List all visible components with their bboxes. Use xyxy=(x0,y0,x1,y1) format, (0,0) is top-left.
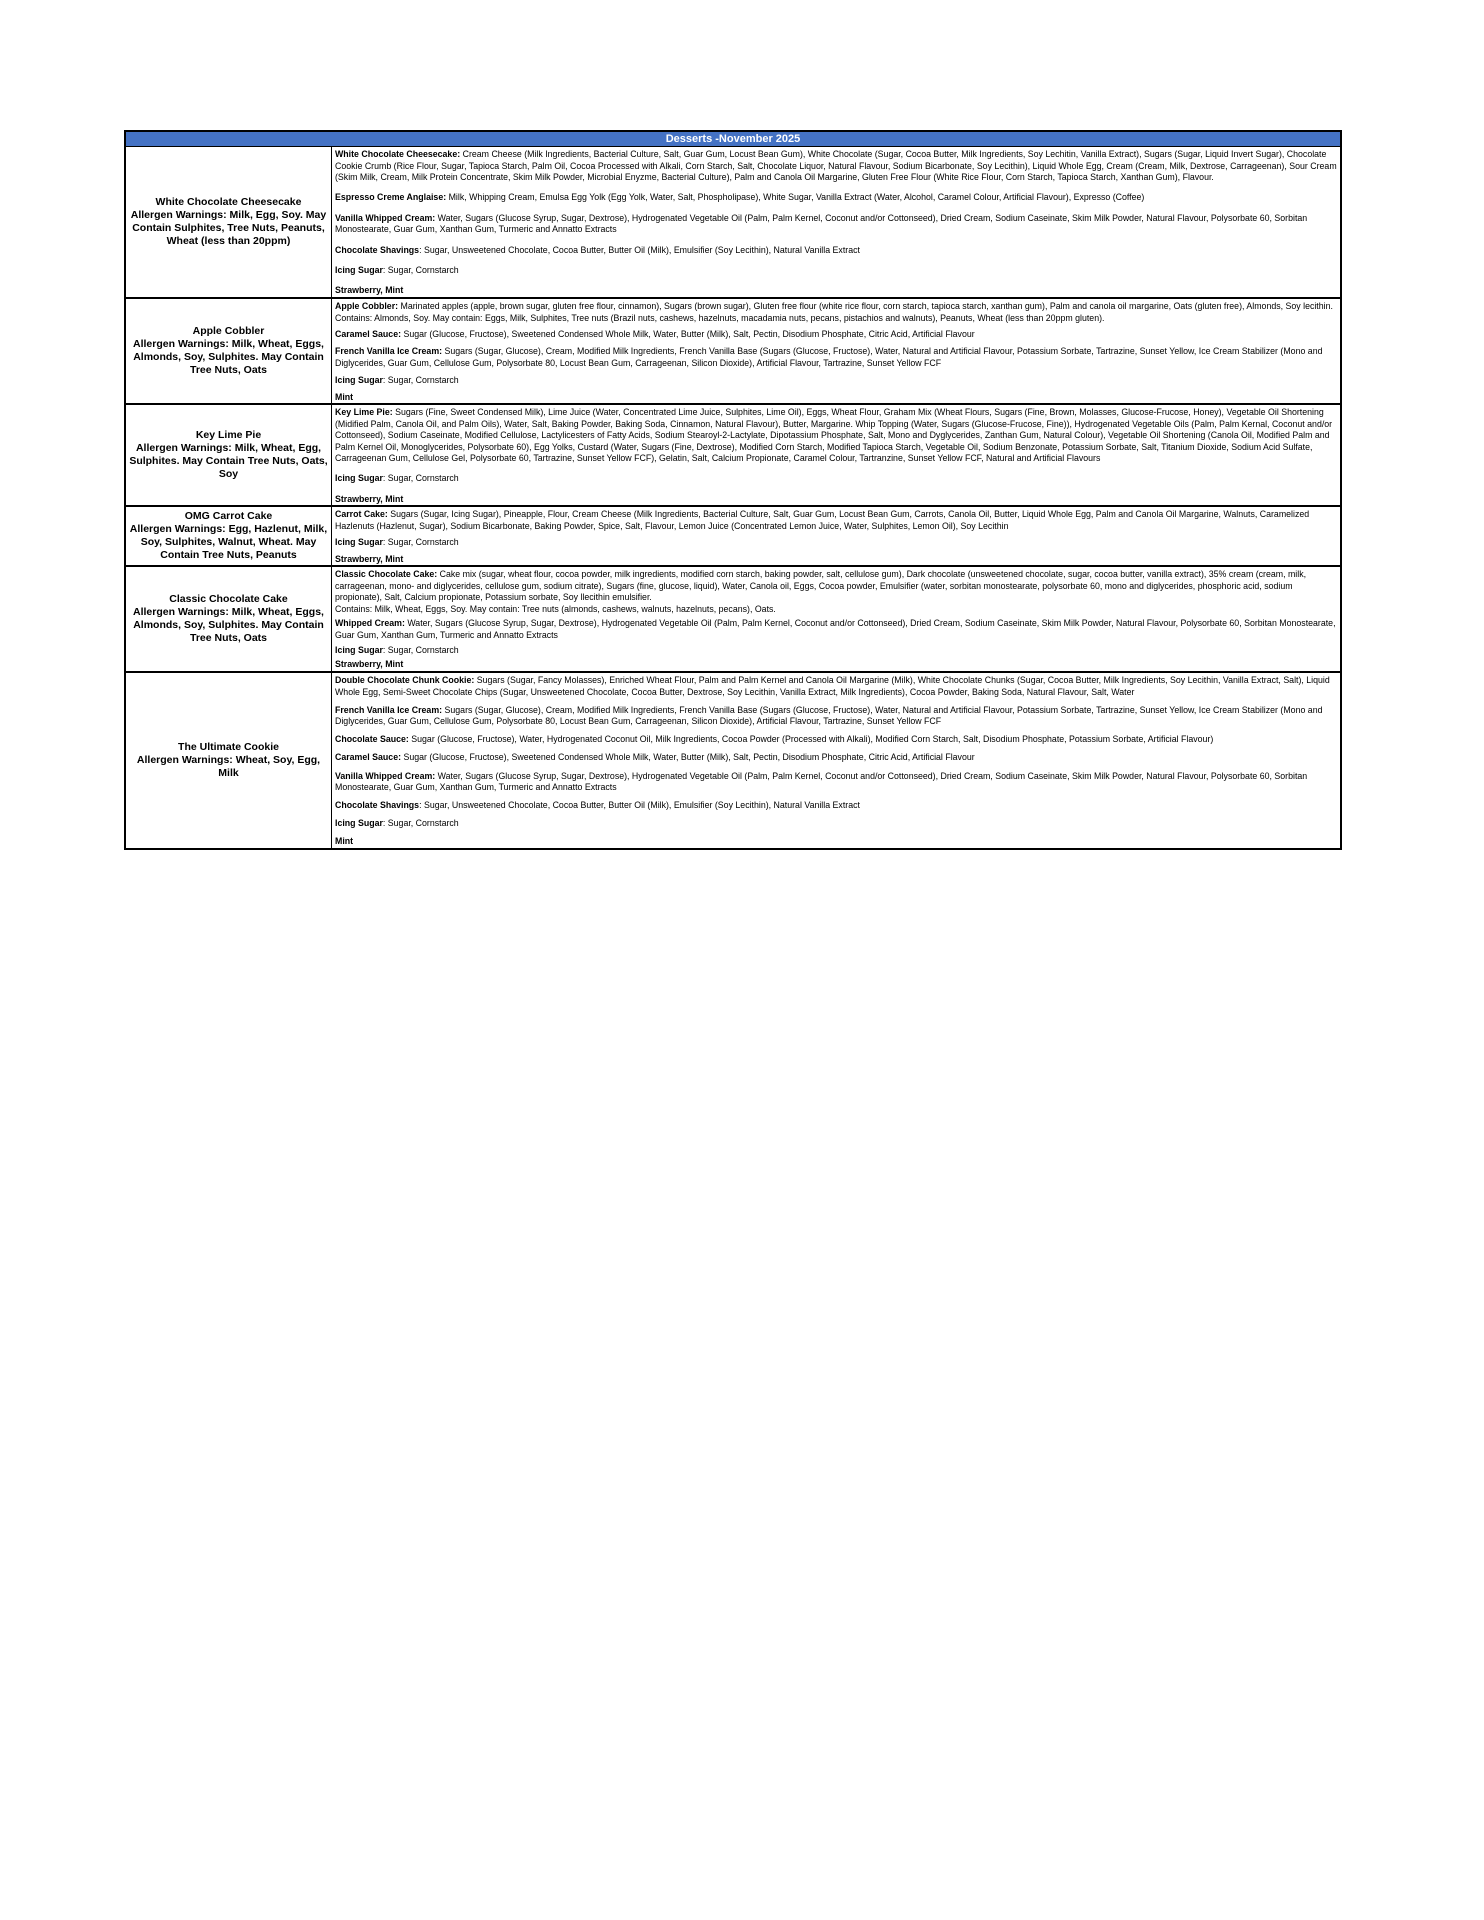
ingredient-label: Mint xyxy=(335,836,354,847)
ingredient-label: Key Lime Pie: xyxy=(335,407,393,417)
ingredient-text: Water, Sugars (Glucose Syrup, Sugar, Dextrose), Hydrogenated Vegetable Oil (Palm, Palm Kernel, Coconut and/or Cottonseed), Dried Cream, Sodium Caseinate, Skim Milk Powder, Natural Flavour, Polysorbate 60, Sorbitan Monostearate, Guar Gum, Xanthan Gum, Turmeric and Annatto Extracts xyxy=(335,212,1308,235)
dessert-name-cell xyxy=(126,299,332,403)
ingredients-cell xyxy=(332,405,1340,505)
ingredient-label: Strawberry, Mint xyxy=(335,493,404,504)
ingredient-text: Sugar (Glucose, Fructose), Sweetened Condensed Whole Milk, Water, Butter (Milk), Salt, Pectin, Disodium Phosphate, Citric Acid, Artificial Flavour xyxy=(401,329,975,340)
ingredient-entry xyxy=(335,375,1337,387)
dessert-row-white-chocolate-cheesecake xyxy=(126,147,1340,297)
ingredient-entry xyxy=(335,509,1337,532)
ingredient-label: Apple Cobbler: xyxy=(335,301,399,311)
allergen-warnings: Allergen Warnings: Egg, Hazlenut, Milk, Soy, Sulphites, Walnut, Wheat. May Contain Tree Nuts, Peanuts xyxy=(129,523,328,561)
ingredient-label: Icing Sugar xyxy=(335,265,383,276)
ingredient-label: Icing Sugar xyxy=(335,644,383,655)
ingredients-cell xyxy=(332,147,1340,297)
ingredient-entry xyxy=(335,554,1337,566)
ingredient-entry xyxy=(335,265,1337,277)
ingredient-label: Icing Sugar xyxy=(335,374,383,385)
ingredient-label: White Chocolate Cheesecake: xyxy=(335,149,461,159)
ingredient-text: Sugars (Sugar, Fancy Molasses), Enriched Wheat Flour, Palm and Palm Kernel and Canola Oil Margarine (Milk), White Chocolate Chunks (Sugar, Cocoa Butter, Milk Ingredients, Soy Lecithin, Vanilla Extract, Salt), Liquid Whole Egg, Semi-Sweet Chocolate Chips (Sugar, Unsweetened Chocolate, Cocoa Butter, Dextrose, Soy Lecithin, Vanilla Extract, Milk Ingredients), Cocoa Powder, Baking Soda, Natural Flavour, Salt, Water xyxy=(335,675,1330,697)
ingredient-text: : Sugar, Cornstarch xyxy=(382,644,459,655)
ingredient-label: Strawberry, Mint xyxy=(335,659,404,670)
dessert-name-cell xyxy=(126,405,332,505)
ingredient-text: : Sugar, Cornstarch xyxy=(382,265,459,276)
dessert-row-omg-carrot-cake xyxy=(126,505,1340,565)
dessert-name: White Chocolate Cheesecake xyxy=(155,196,302,208)
ingredients-cell xyxy=(332,673,1340,848)
ingredient-entry xyxy=(335,800,1337,812)
ingredient-label: French Vanilla Ice Cream: xyxy=(335,704,443,715)
ingredient-text: : Sugar, Unsweetened Chocolate, Cocoa Butter, Butter Oil (Milk), Emulsifier (Soy Lecithin), Natural Vanilla Extract xyxy=(419,800,860,811)
dessert-name-cell xyxy=(126,507,332,565)
ingredients-cell xyxy=(332,507,1340,565)
ingredient-label: French Vanilla Ice Cream: xyxy=(335,346,443,357)
dessert-row-classic-chocolate-cake xyxy=(126,565,1340,671)
ingredient-label: Icing Sugar xyxy=(335,818,383,829)
table-title: Desserts -November 2025 xyxy=(126,132,1340,147)
ingredient-label: Vanilla Whipped Cream: xyxy=(335,212,436,223)
ingredient-entry xyxy=(335,771,1337,794)
dessert-name: Key Lime Pie xyxy=(195,429,262,441)
ingredients-cell xyxy=(332,567,1340,671)
ingredient-text: : Sugar, Cornstarch xyxy=(382,374,459,385)
ingredient-entry xyxy=(335,301,1337,324)
ingredient-entry xyxy=(335,818,1337,830)
ingredient-label: Carrot Cake: xyxy=(335,509,388,519)
ingredient-entry xyxy=(335,836,1337,848)
ingredient-label: Espresso Creme Anglaise: xyxy=(335,192,447,203)
ingredient-label: Chocolate Shavings xyxy=(335,244,420,255)
ingredient-label: Caramel Sauce: xyxy=(335,752,402,763)
ingredient-entry xyxy=(335,537,1337,549)
ingredient-label: Strawberry, Mint xyxy=(335,285,404,296)
ingredient-entry xyxy=(335,734,1337,746)
ingredient-text: Sugars (Sugar, Glucose), Cream, Modified Milk Ingredients, French Vanilla Base (Sugars (Glucose, Fructose), Water, Natural and Artificial Flavour, Potassium Sorbate, Tartrazine, Sunset Yellow, Ice Cream Stabilizer (Mono and Diglycerides, Guar Gum, Cellulose Gum, Polysorbate 80, Locust Bean Gum, Carrageenan, Silicon Dioxide), Artificial Flavour, Tartrazine, Sunset Yellow FCF xyxy=(335,346,1323,368)
ingredient-label: Chocolate Shavings xyxy=(335,800,420,811)
dessert-row-key-lime-pie xyxy=(126,403,1340,505)
ingredient-entry xyxy=(335,245,1337,257)
allergen-warnings: Allergen Warnings: Wheat, Soy, Egg, Milk xyxy=(136,754,321,779)
ingredient-text: Water, Sugars (Glucose Syrup, Sugar, Dextrose), Hydrogenated Vegetable Oil (Palm, Palm Kernel, Coconut and/or Cottonseed), Dried Cream, Sodium Caseinate, Skim Milk Powder, Natural Flavour, Polysorbate 60, Sorbitan Monostearate, Guar Gum, Xanthan Gum, Turmeric and Annatto Extracts xyxy=(335,618,1336,640)
ingredient-text: Water, Sugars (Glucose Syrup, Sugar, Dextrose), Hydrogenated Vegetable Oil (Palm, Palm Kernel, Coconut and/or Cottonseed), Dried Cream, Sodium Caseinate, Skim Milk Powder, Natural Flavour, Polysorbate 60, Sorbitan Monostearate, Guar Gum, Xanthan Gum, Turmeric and Annatto Extracts xyxy=(335,770,1308,793)
ingredient-entry xyxy=(335,675,1337,698)
ingredient-text: : Sugar, Unsweetened Chocolate, Cocoa Butter, Butter Oil (Milk), Emulsifier (Soy Lecithin), Natural Vanilla Extract xyxy=(419,244,860,255)
ingredient-entry xyxy=(335,149,1337,184)
ingredient-label: Caramel Sauce: xyxy=(335,329,402,340)
ingredient-entry xyxy=(335,705,1337,728)
desserts-table xyxy=(124,130,1342,850)
ingredient-text: : Sugar, Cornstarch xyxy=(382,818,459,829)
dessert-name-cell xyxy=(126,147,332,297)
ingredient-label: Strawberry, Mint xyxy=(335,553,404,564)
allergen-warnings: Allergen Warnings: Milk, Wheat, Eggs, Almonds, Soy, Sulphites. May Contain Tree Nuts, Oats xyxy=(133,338,324,376)
ingredient-text: : Sugar, Cornstarch xyxy=(382,537,459,547)
ingredient-label: Chocolate Sauce: xyxy=(335,734,409,745)
ingredient-entry xyxy=(335,618,1337,641)
ingredient-label: Classic Chocolate Cake: xyxy=(335,569,438,579)
ingredient-text: Cream Cheese (Milk Ingredients, Bacterial Culture, Salt, Guar Gum, Locust Bean Gum), White Chocolate (Sugar, Cocoa Butter, Milk Ingredients, Soy Lechitin, Vanilla Extract), Sugars (Sugar, Liquid Invert Sugar), Chocolate Cookie Crumb (Rice Flour, Sugar, Tapioca Starch, Palm Oil, Cocoa Processed with Alkali, Corn Starch, Salt, Chocolate Liquor, Natural Flavour, Sodium Bicarbonate, Soy Lecithin), Liquid Whole Egg, Cream (Cream, Milk, Dextrose, Carrageenan), Sour Cream (Skim Milk, Cream, Milk Protein Concentrate, Skim Milk Powder, Microbial Enyzme, Bacterial Culture), Palm and Canola Oil Margarine, Gluten Free Flour (White Rice Flour, Corn Starch, Tapioca Starch, Xanthan Gum), Flavour. xyxy=(335,149,1337,182)
ingredient-entry xyxy=(335,192,1337,204)
ingredient-entry xyxy=(335,346,1337,369)
ingredient-label: Vanilla Whipped Cream: xyxy=(335,770,436,781)
ingredient-text: Sugar (Glucose, Fructose), Sweetened Condensed Whole Milk, Water, Butter (Milk), Salt, Pectin, Disodium Phosphate, Citric Acid, Artificial Flavour xyxy=(401,752,975,763)
ingredients-cell xyxy=(332,299,1340,403)
dessert-name-cell xyxy=(126,567,332,671)
table-body xyxy=(126,147,1340,848)
ingredient-entry xyxy=(335,645,1337,657)
ingredient-entry xyxy=(335,752,1337,764)
ingredient-entry xyxy=(335,569,1337,615)
allergen-warnings: Allergen Warnings: Milk, Wheat, Egg, Sulphites. May Contain Tree Nuts, Oats, Soy xyxy=(129,442,328,480)
dessert-name: The Ultimate Cookie xyxy=(178,741,279,753)
ingredient-text: Sugars (Sugar, Icing Sugar), Pineapple, Flour, Cream Cheese (Milk Ingredients, Bacterial Culture, Salt, Guar Gum, Locust Bean Gum, Carrots, Canola Oil, Butter, Liquid Whole Egg, Palm and Canola Oil Margarine, Walnuts, Caramelized Hazlenuts (Hazlenut, Sugar), Sodium Bicarbonate, Baking Powder, Spice, Salt, Flavour, Lemon Juice (Concentrated Lemon Juice, Water, Sulphites, Lemon Oil), Soy Lecithin xyxy=(335,509,1310,531)
ingredient-text: Sugars (Sugar, Glucose), Cream, Modified Milk Ingredients, French Vanilla Base (Sugars (Glucose, Fructose), Water, Natural and Artificial Flavour, Potassium Sorbate, Tartrazine, Sunset Yellow, Ice Cream Stabilizer (Mono and Diglycerides, Guar Gum, Cellulose Gum, Polysorbate 80, Locust Bean Gum, Carrageenan, Silicon Dioxide), Artificial Flavour, Tartrazine, Sunset Yellow FCF xyxy=(335,704,1323,727)
ingredient-entry xyxy=(335,392,1337,404)
ingredient-text: Sugar (Glucose, Fructose), Water, Hydrogenated Coconut Oil, Milk Ingredients, Cocoa Powder (Processed with Alkali), Modified Corn Starch, Salt, Disodium Phosphate, Potassium Sorbate, Artificial Flavour) xyxy=(408,734,1214,745)
dessert-row-apple-cobbler xyxy=(126,297,1340,403)
ingredient-entry xyxy=(335,407,1337,465)
ingredient-label: Whipped Cream: xyxy=(335,618,405,629)
ingredient-entry xyxy=(335,213,1337,236)
allergen-warnings: Allergen Warnings: Milk, Egg, Soy. May Contain Sulphites, Tree Nuts, Peanuts, Wheat (less than 20ppm) xyxy=(130,209,327,247)
ingredient-text: Milk, Whipping Cream, Emulsa Egg Yolk (Egg Yolk, Water, Salt, Phospholipase), White Sugar, Vanilla Extract (Water, Alcohol, Caramel Colour, Artificial Flavour), Expresso (Coffee) xyxy=(446,192,1145,203)
ingredient-text: Sugars (Fine, Sweet Condensed Milk), Lime Juice (Water, Concentrated Lime Juice, Sulphites, Lime Oil), Eggs, Wheat Flour, Graham Mix (Wheat Flours, Sugars (Fine, Brown, Molasses, Glucose-Frucose, Honey), Vegetable Oil Shortening (Midified Palm, Canola Oil, and Palm Oils), Water, Salt, Baking Powder, Baking Soda, Cinnamon, Natural Flavour), Butter, Margarine. Whip Topping (Water, Sugars (Glucose-Frucose, Fine)), Hydrogenated Vegetable Oils (Palm, Palm Kernal, Coconut and/or Cottonseed), Sodium Caseinate, Modified Cellulose, Lactylicesters of Fatty Acids, Sodium Stearoyl-2-Lactylate, Dipotassium Phosphate, Salt, Mono and Dyglycerides, Zanthan Gum, Natural Colour), Vegetable Oil Shortening (Canola Oil, Modified Palm and Palm Kernel Oil, Monoglycerides, Polysorbate 60), Egg Yolks, Custard (Water, Sugars (Fine, Dextrose), Modified Corn Starch, Modified Tapioca Starch, Vegetable Oil, Sodium Benzonate, Potassium Sorbate, Salt, Titanium Dioxide, Sodium Acid Sulfate, Carrageenan Gum, Cellulose Gel, Polysorbate 60, Tartrazine, Sunset Yellow FCF), Gelatin, Salt, Calcium Propionate, Caramel Colour, Tartranzine, Sunset Yellow FCF, Natural and Artificial Flavours xyxy=(335,407,1333,463)
ingredient-label: Mint xyxy=(335,391,354,402)
dessert-name-cell xyxy=(126,673,332,848)
ingredient-entry xyxy=(335,494,1337,506)
dessert-row-the-ultimate-cookie xyxy=(126,671,1340,848)
ingredient-label: Icing Sugar xyxy=(335,537,383,547)
dessert-name: Apple Cobbler xyxy=(192,325,265,337)
ingredient-text: : Sugar, Cornstarch xyxy=(382,473,459,484)
allergen-warnings: Allergen Warnings: Milk, Wheat, Eggs, Almonds, Soy, Sulphites. May Contain Tree Nuts, Oats xyxy=(133,606,324,644)
ingredient-label: Icing Sugar xyxy=(335,473,383,484)
ingredient-text: Marinated apples (apple, brown sugar, gluten free flour, cinnamon), Sugars (brown sugar), Gluten free flour (white rice flour, corn starch, tapioca starch, xanthan gum), Palm and canola oil margarine, Oats (gluten free), Almonds, Soy lecithin. Contains: Almonds, Soy. May contain: Eggs, Milk, Sulphites, Tree nuts (Brazil nuts, cashews, hazelnuts, macadamia nuts, pecans, pistachios and walnuts), Peanuts, Wheat (less than 20ppm gluten). xyxy=(335,301,1333,323)
ingredient-entry xyxy=(335,473,1337,485)
ingredient-entry xyxy=(335,659,1337,671)
dessert-name: OMG Carrot Cake xyxy=(184,510,273,522)
ingredient-entry xyxy=(335,285,1337,297)
ingredient-entry xyxy=(335,329,1337,341)
ingredient-text: Cake mix (sugar, wheat flour, cocoa powder, milk ingredients, modified corn starch, baking powder, salt, cellulose gum), Dark chocolate (unsweetened chocolate, sugar, cocoa butter, vanilla extract), 35% cream (cream, milk, carrageenan, mono- and diglycerides, cellulose gum, sodium citrate), Sugars (fine, glucose, liquid), Water, Canola oil, Eggs, Cocoa powder, Emulsifier (water, sorbitan monostearate, polysorbate 60, mono and diglycerides, phosphoric acid, sodium propionate), Salt, Calcium propionate, Potassium sorbate, Soy llecithin emulsifier. Contains: Milk, Wheat, Eggs, Soy. May contain: Tree nuts (almonds, cashews, walnuts, hazelnuts, pecans), Oats. xyxy=(335,569,1307,614)
dessert-name: Classic Chocolate Cake xyxy=(169,593,288,605)
ingredient-label: Double Chocolate Chunk Cookie: xyxy=(335,675,475,685)
